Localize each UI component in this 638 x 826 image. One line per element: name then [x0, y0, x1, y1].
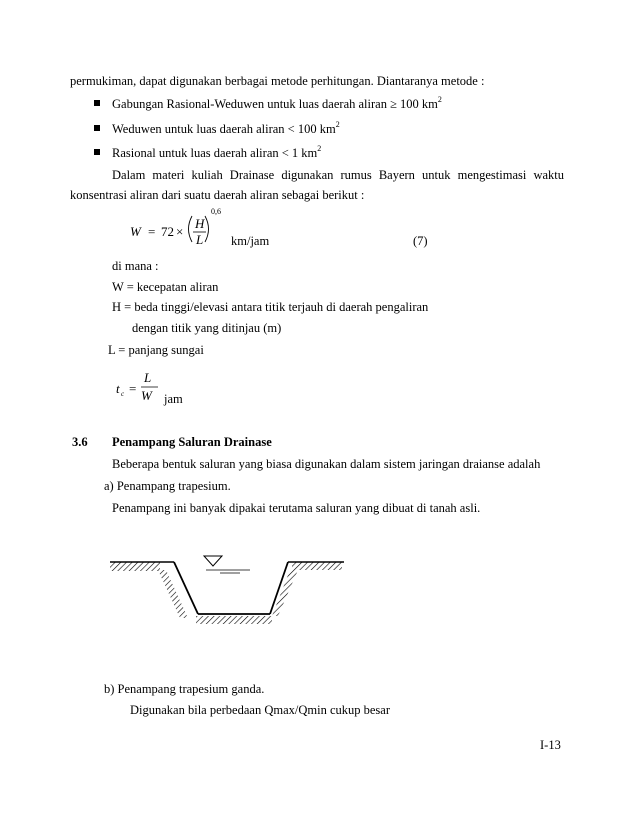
eq2-unit: jam — [164, 392, 183, 406]
def-l: L = panjang sungai — [108, 343, 204, 357]
ground-hatch-left — [110, 562, 160, 571]
section-title: Penampang Saluran Drainase — [112, 435, 272, 449]
eq-coef: 72 — [161, 224, 174, 239]
left-paren — [189, 216, 193, 242]
eq-number: (7) — [413, 234, 428, 248]
bullet-item-3: Rasional untuk luas daerah aliran < 1 $km^2$ — [112, 144, 322, 160]
item-b-label: b) Penampang trapesium ganda. — [104, 682, 265, 696]
eq-times: × — [176, 224, 184, 239]
bank-hatch-left — [158, 570, 188, 618]
eq2-equals: = — [129, 381, 137, 396]
eq-numerator: H — [195, 216, 205, 231]
bullet-marker — [94, 149, 100, 155]
def-h-line1: H = beda tinggi/elevasi antara titik terjauh di daerah pengaliran — [112, 300, 429, 314]
water-level-marker — [204, 556, 222, 566]
bullet-item-1: Gabungan Rasional-Weduwen untuk luas daerah aliran ≥ 100 $km^2$ — [112, 95, 442, 111]
eq2-lhs: t — [116, 381, 120, 396]
page-number: I-13 — [540, 738, 561, 752]
paragraph-line-1: Dalam materi kuliah Drainase digunakan rumus Bayern untuk mengestimasi waktu — [112, 168, 564, 182]
right-paren — [205, 216, 209, 242]
def-h-line2: dengan titik yang ditinjau (m) — [132, 321, 282, 335]
bullet-marker — [94, 100, 100, 106]
def-w: W = kecepatan aliran — [112, 280, 219, 294]
eq2-denominator: W — [141, 388, 152, 403]
item-a-desc: Penampang ini banyak dipakai terutama saluran yang dibuat di tanah asli. — [112, 501, 481, 515]
trapezoid-channel-diagram — [108, 552, 358, 632]
bullet-marker — [94, 125, 100, 131]
section-number: 3.6 — [72, 435, 88, 449]
eq-equals: = — [148, 224, 156, 239]
where-label: di mana : — [112, 259, 159, 273]
item-a-label: a) Penampang trapesium. — [104, 479, 231, 493]
eq-lhs: W — [130, 224, 141, 239]
eq2-numerator: L — [144, 370, 152, 385]
ground-hatch-right — [292, 562, 342, 570]
bottom-hatch — [196, 616, 272, 624]
section-intro: Beberapa bentuk saluran yang biasa digunakan dalam sistem jaringan draianse adalah — [112, 457, 541, 471]
item-b-desc: Digunakan bila perbedaan Qmax/Qmin cukup besar — [130, 703, 390, 717]
eq2-sub: c — [121, 390, 125, 398]
eq-unit: km/jam — [231, 234, 270, 248]
intro-line: permukiman, dapat digunakan berbagai metode perhitungan. Diantaranya metode : — [70, 74, 485, 88]
bullet-item-2: Weduwen untuk luas daerah aliran < 100 $km^2$ — [112, 120, 340, 136]
eq-denominator: L — [196, 232, 204, 247]
paragraph-line-2: konsentrasi aliran dari suatu daerah aliran sebagai berikut : — [70, 188, 365, 202]
eq-exponent: 0,6 — [211, 207, 221, 216]
bank-hatch-right — [272, 570, 298, 616]
